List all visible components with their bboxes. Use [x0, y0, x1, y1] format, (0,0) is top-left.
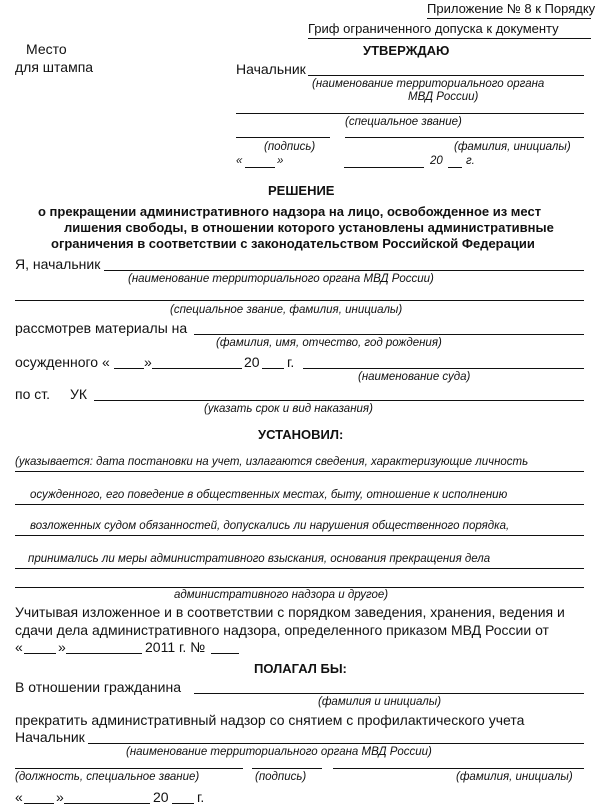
convicted-day-line[interactable]	[114, 368, 144, 369]
established-line[interactable]	[15, 535, 584, 536]
name-hint: (фамилия, инициалы)	[456, 771, 573, 783]
approval-chief-label: Начальник	[236, 61, 306, 77]
signature-hint: (подпись)	[264, 141, 316, 153]
established-text: административного надзора и другое)	[174, 589, 389, 601]
date-year: 20	[430, 155, 443, 167]
position-hint: (должность, специальное звание)	[15, 771, 200, 783]
signature-line[interactable]	[236, 137, 330, 138]
rank-hint: (специальное звание)	[345, 116, 462, 128]
date-quote: »	[56, 789, 64, 805]
convicted-quote: »	[144, 354, 152, 370]
article-label: по ст.	[15, 386, 51, 402]
citizen-line[interactable]	[194, 693, 584, 694]
reviewed-label: рассмотрев материалы на	[15, 320, 188, 336]
established-line[interactable]	[15, 504, 584, 505]
term-line[interactable]	[94, 400, 584, 401]
convicted-label: осужденного «	[15, 354, 110, 370]
organ-hint: (наименование территориального органа	[312, 78, 545, 90]
established-text: принимались ли меры административного взыскания, основания прекращения дела	[28, 553, 491, 565]
convicted-year: 20	[244, 354, 260, 370]
proposal-title: ПОЛАГАЛ БЫ:	[254, 661, 347, 676]
established-line[interactable]	[15, 568, 584, 569]
order-year-number: 2011 г. №	[145, 639, 206, 655]
considering-quote: »	[58, 639, 66, 655]
stamp-label: Место	[26, 41, 67, 57]
divider	[427, 18, 591, 19]
organ-hint: (наименование территориального органа МВД России)	[128, 273, 434, 285]
decision-subtitle: лишения свободы, в отношении которого установлены административные	[64, 220, 554, 235]
date-month-line[interactable]	[64, 803, 150, 804]
citizen-hint: (фамилия и инициалы)	[318, 696, 442, 708]
order-day-line[interactable]	[24, 653, 56, 654]
person-hint: (фамилия, имя, отчество, год рождения)	[216, 337, 442, 349]
name-line[interactable]	[333, 768, 584, 769]
date-quote: »	[277, 155, 284, 167]
convicted-g: г.	[287, 354, 295, 370]
term-hint: (указать срок и вид наказания)	[204, 403, 373, 415]
order-number-line[interactable]	[211, 653, 239, 654]
chief-organ-line[interactable]	[308, 75, 584, 76]
signature-hint: (подпись)	[255, 771, 307, 783]
considering-text: сдачи дела административного надзора, определенного приказом МВД России от	[15, 622, 549, 638]
convicted-year-line[interactable]	[262, 368, 284, 369]
date-month-line[interactable]	[344, 167, 424, 168]
court-hint: (наименование суда)	[358, 371, 471, 383]
code-label: УК	[70, 386, 88, 402]
approval-title: УТВЕРЖДАЮ	[363, 43, 450, 58]
established-title: УСТАНОВИЛ:	[258, 427, 344, 442]
name-hint: (фамилия, инициалы)	[454, 141, 571, 153]
date-quote: «	[236, 155, 243, 167]
established-text: (указывается: дата постановки на учет, излагаются сведения, характеризующие личность	[15, 456, 529, 468]
established-line[interactable]	[15, 587, 584, 588]
date-day-line[interactable]	[245, 167, 275, 168]
terminate-text: прекратить административный надзор со снятием с профилактического учета	[15, 712, 525, 728]
convicted-month-line[interactable]	[152, 368, 242, 369]
court-line[interactable]	[303, 368, 584, 369]
divider	[308, 38, 591, 39]
position-line[interactable]	[15, 768, 243, 769]
decision-subtitle: о прекращении административного надзора на лицо, освобожденное из мест	[38, 204, 542, 219]
order-month-line[interactable]	[66, 653, 142, 654]
rank-name-line[interactable]	[15, 300, 584, 301]
rank-name-hint: (специальное звание, фамилия, инициалы)	[170, 304, 403, 316]
established-text: осужденного, его поведение в общественных местах, быту, отношение к исполнению	[30, 489, 508, 501]
chief-label: Начальник	[15, 729, 85, 745]
organ-hint: (наименование территориального органа МВД России)	[126, 746, 432, 758]
regarding-label: В отношении гражданина	[15, 679, 181, 695]
i-chief-label: Я, начальник	[15, 256, 101, 272]
considering-text: Учитывая изложенное и в соответствии с порядком заведения, хранения, ведения и	[15, 604, 565, 620]
chief-organ-line[interactable]	[88, 743, 584, 744]
established-text: возложенных судом обязанностей, допускались ли нарушения общественного порядка,	[30, 520, 510, 532]
appendix-label: Приложение № 8 к Порядку	[427, 1, 596, 16]
name-line[interactable]	[345, 137, 584, 138]
person-line[interactable]	[194, 334, 584, 335]
date-year: 20	[153, 789, 169, 805]
stamp-label: для штампа	[15, 59, 94, 75]
restriction-label: Гриф ограниченного допуска к документу	[308, 21, 559, 36]
chief-organ-line[interactable]	[104, 270, 584, 271]
signature-line[interactable]	[252, 768, 322, 769]
date-day-line[interactable]	[24, 803, 54, 804]
considering-quote: «	[15, 639, 23, 655]
date-year-suffix: г.	[466, 155, 475, 167]
date-year-line[interactable]	[448, 167, 462, 168]
date-year-line[interactable]	[172, 803, 194, 804]
date-g: г.	[197, 789, 205, 805]
decision-title: РЕШЕНИЕ	[268, 183, 335, 198]
organ-hint: МВД России)	[408, 91, 479, 103]
date-quote: «	[15, 789, 23, 805]
decision-subtitle: ограничения в соответствии с законодательством Российской Федерации	[51, 236, 535, 251]
rank-line[interactable]	[236, 113, 584, 114]
established-line[interactable]	[15, 471, 584, 472]
